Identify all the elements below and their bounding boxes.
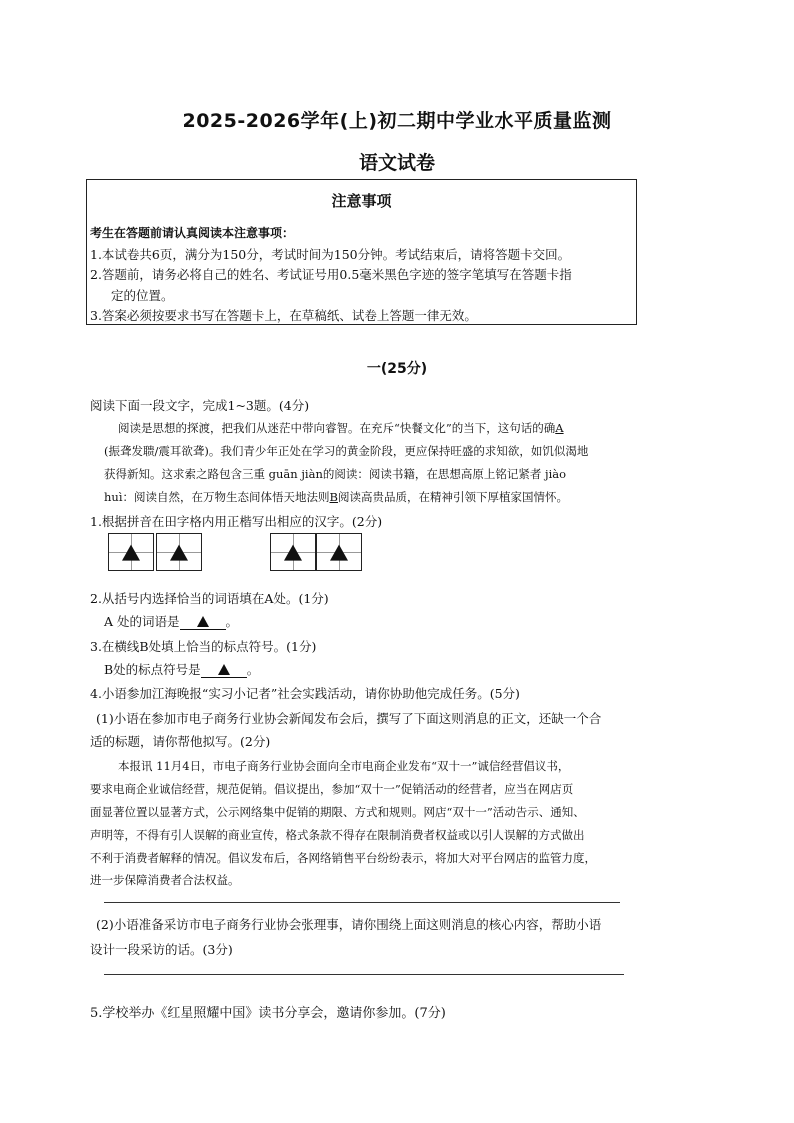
answer-a-line xyxy=(104,612,238,630)
answer-prefix: B处的标点符号是 xyxy=(104,662,201,677)
answer-blank[interactable] xyxy=(201,662,247,678)
news-line: 本报讯 11月4日，市电子商务行业协会面向全市电商企业发布“双十一”诚信经营倡议书， xyxy=(118,759,570,773)
notice-item: 3.答案必须按要求书写在答题卡上，在草稿纸、试卷上答题一律无效。 xyxy=(90,308,477,323)
question-4-1-cont: 适的标题，请你帮他拟写。(2分) xyxy=(90,734,271,749)
passage-text: 阅读是思想的探渡，把我们从迷茫中带向睿智。在充斥“快餐文化”的当下，这句话的确 xyxy=(118,421,556,435)
passage-line xyxy=(118,420,564,436)
question-5: 5.学校举办《红星照耀中国》读书分享会，邀请你参加。(7分) xyxy=(90,1006,446,1021)
passage-text: 阅读高贵品质，在精神引领下厚植家国情怀。 xyxy=(337,490,568,504)
news-line: 声明等，不得有引人误解的商业宣传，格式条款不得存在限制消费者权益或以引人误解的方式做出 xyxy=(90,828,585,842)
tianzige-box[interactable] xyxy=(108,533,154,571)
news-line: 不利于消费者解释的情况。倡议发布后，各网络销售平台纷纷表示，将加大对平台网店的监管力度， xyxy=(90,851,596,865)
exam-title: 2025-2026学年(上)初二期中学业水平质量监测 xyxy=(182,110,612,132)
reading-instruction: 阅读下面一段文字，完成1~3题。(4分) xyxy=(90,398,310,413)
question-4: 4.小语参加江海晚报“实习小记者”社会实践活动，请你协助他完成任务。(5分) xyxy=(90,686,520,701)
notice-item: 定的位置。 xyxy=(111,288,174,303)
triangle-icon xyxy=(197,616,209,627)
question-1: 1.根据拼音在田字格内用正楷写出相应的汉字。(2分) xyxy=(90,514,383,529)
answer-b-line xyxy=(104,660,259,678)
notice-title: 注意事项 xyxy=(331,192,392,210)
answer-suffix: 。 xyxy=(225,614,239,629)
news-line: 面显著位置以显著方式，公示网络集中促销的期限、方式和规则。网店“双十一”活动告示、通知、 xyxy=(90,805,585,819)
question-3: 3.在横线B处填上恰当的标点符号。(1分) xyxy=(90,639,317,654)
answer-prefix: A 处的词语是 xyxy=(104,614,180,629)
news-line: 要求电商企业诚信经营，规范促销。倡议提出，参加“双十一”促销活动的经营者，应当在网店页 xyxy=(90,782,574,796)
answer-suffix: 。 xyxy=(246,662,260,677)
blank-b-marker: B xyxy=(329,490,338,504)
passage-line xyxy=(104,489,568,505)
notice-item: 1.本试卷共6页，满分为150分，考试时间为150分钟。考试结束后，请将答题卡交回。 xyxy=(90,247,571,262)
news-line: 进一步保障消费者合法权益。 xyxy=(90,873,240,887)
notice-box xyxy=(86,179,637,325)
passage-text: huì：阅读自然，在万物生态间体悟天地法则 xyxy=(104,490,330,504)
tianzige-box[interactable] xyxy=(316,533,362,571)
passage-line: 获得新知。这求索之路包含三重 guān jiàn的阅读：阅读书籍，在思想高原上铭记紧者 jiào xyxy=(104,467,567,481)
answer-line[interactable] xyxy=(104,974,624,975)
tianzige-box[interactable] xyxy=(270,533,316,571)
triangle-icon xyxy=(218,664,230,675)
triangle-icon xyxy=(330,545,348,561)
answer-line[interactable] xyxy=(104,902,620,903)
notice-intro: 考生在答题前请认真阅读本注意事项： xyxy=(90,226,295,240)
exam-subtitle: 语文试卷 xyxy=(358,152,435,174)
answer-blank[interactable] xyxy=(180,614,226,630)
section-heading: 一(25分) xyxy=(366,361,428,377)
triangle-icon xyxy=(122,545,140,561)
passage-line: (振聋发聩/震耳欲聋)。我们青少年正处在学习的黄金阶段，更应保持旺盛的求知欲，如饥似渴地 xyxy=(104,444,589,458)
question-2: 2.从括号内选择恰当的词语填在A处。(1分) xyxy=(90,591,329,606)
triangle-icon xyxy=(284,545,302,561)
triangle-icon xyxy=(170,545,188,561)
question-4-1: (1)小语在参加市电子商务行业协会新闻发布会后，撰写了下面这则消息的正文，还缺一个合 xyxy=(96,711,602,726)
notice-item: 2.答题前，请务必将自己的姓名、考试证号用0.5毫米黑色字迹的签字笔填写在答题卡指 xyxy=(90,267,572,282)
question-4-2: (2)小语准备采访市电子商务行业协会张理事，请你围绕上面这则消息的核心内容，帮助小语 xyxy=(96,917,602,932)
question-4-2-cont: 设计一段采访的话。(3分) xyxy=(90,942,233,957)
tianzige-box[interactable] xyxy=(156,533,202,571)
blank-a-marker: A xyxy=(555,421,564,435)
